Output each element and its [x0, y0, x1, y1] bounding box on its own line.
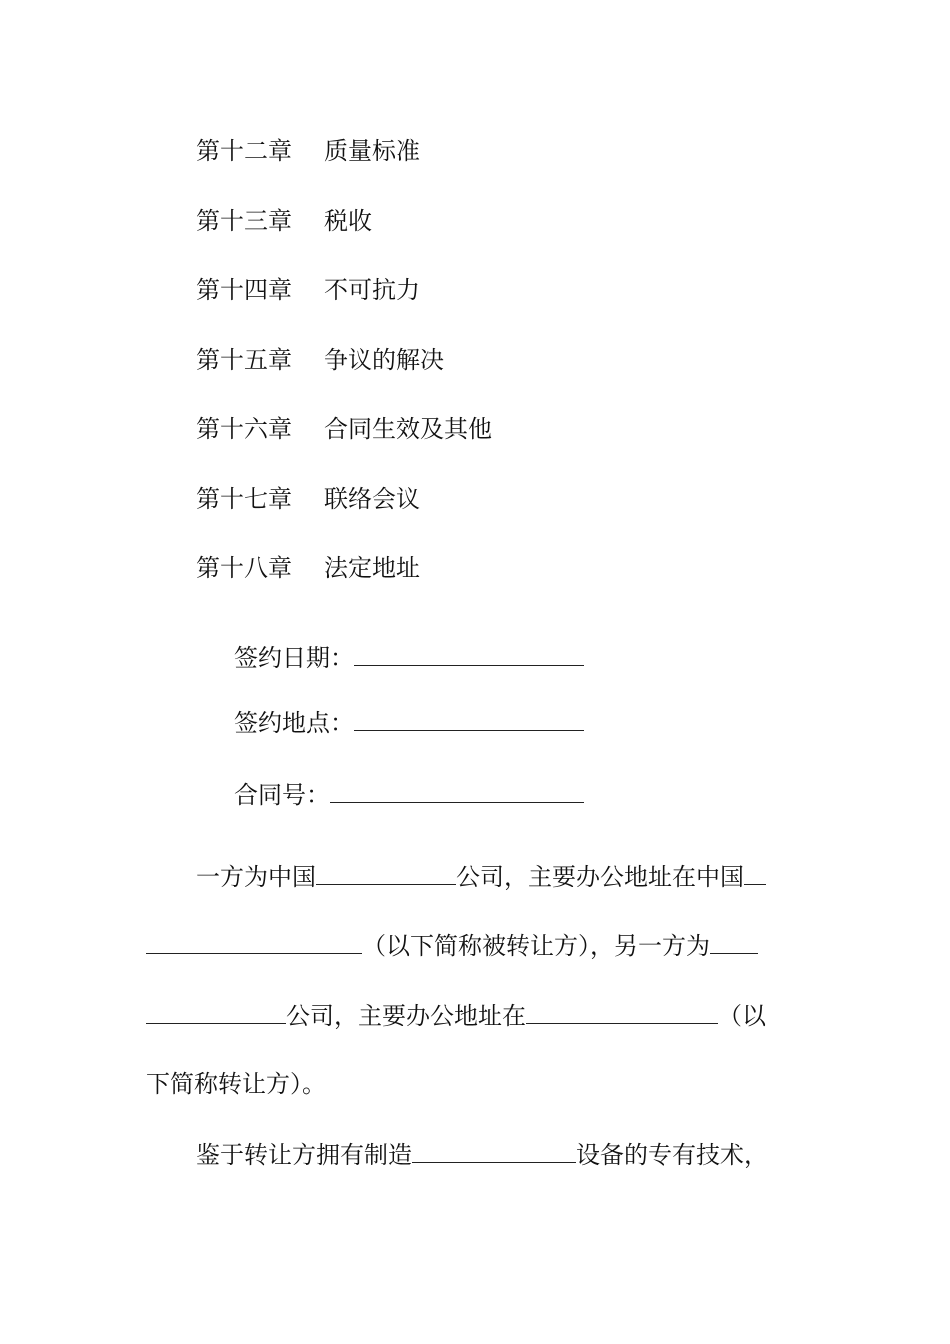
body-text: 鉴于转让方拥有制造 [196, 1141, 412, 1169]
chapter-number: 第十四章 [196, 276, 292, 304]
party-b-company-blank[interactable] [710, 929, 758, 954]
sign-date-label: 签约日期： [234, 644, 354, 672]
sign-place-blank[interactable] [354, 706, 584, 731]
chapter-title: 合同生效及其他 [324, 415, 492, 443]
body-text: 下简称转让方）。 [146, 1070, 326, 1098]
body-line-4 [146, 1068, 326, 1100]
chapter-12 [196, 135, 420, 167]
chapter-15 [196, 344, 444, 376]
body-line-5 [196, 1138, 768, 1171]
chapter-16 [196, 413, 492, 445]
sign-place-label: 签约地点： [234, 709, 354, 737]
chapter-18 [196, 552, 420, 584]
party-a-company-blank[interactable] [316, 860, 456, 885]
sign-date-blank[interactable] [354, 641, 584, 666]
party-b-address-blank[interactable] [526, 999, 718, 1024]
chapter-17 [196, 483, 420, 515]
body-text: 公司，主要办公地址在 [286, 1002, 526, 1030]
body-text: 设备的专有技术， [576, 1141, 768, 1169]
sign-date-line [234, 641, 584, 674]
party-a-address-blank-cont[interactable] [146, 929, 362, 954]
equipment-blank[interactable] [412, 1138, 576, 1163]
chapter-14 [196, 274, 420, 306]
body-line-2 [146, 929, 758, 962]
chapter-title: 法定地址 [324, 554, 420, 582]
party-b-company-blank-cont[interactable] [146, 999, 286, 1024]
chapter-number: 第十七章 [196, 485, 292, 513]
chapter-title: 联络会议 [324, 485, 420, 513]
contract-number-line [234, 778, 584, 811]
body-text: 一方为中国 [196, 863, 316, 891]
body-text: （以下简称被转让方），另一方为 [362, 932, 710, 960]
chapter-number: 第十五章 [196, 346, 292, 374]
body-text: 公司，主要办公地址在中国 [456, 863, 744, 891]
contract-number-blank[interactable] [330, 778, 584, 803]
chapter-title: 不可抗力 [324, 276, 420, 304]
body-text: （以 [718, 1002, 766, 1030]
chapter-title: 质量标准 [324, 137, 420, 165]
chapter-13 [196, 205, 372, 237]
chapter-title: 税收 [324, 207, 372, 235]
body-line-3 [146, 999, 766, 1032]
chapter-number: 第十三章 [196, 207, 292, 235]
chapter-number: 第十二章 [196, 137, 292, 165]
chapter-title: 争议的解决 [324, 346, 444, 374]
contract-number-label: 合同号： [234, 781, 330, 809]
body-line-1 [196, 860, 766, 893]
sign-place-line [234, 706, 584, 739]
chapter-number: 第十八章 [196, 554, 292, 582]
chapter-number: 第十六章 [196, 415, 292, 443]
party-a-address-blank[interactable] [744, 860, 766, 885]
